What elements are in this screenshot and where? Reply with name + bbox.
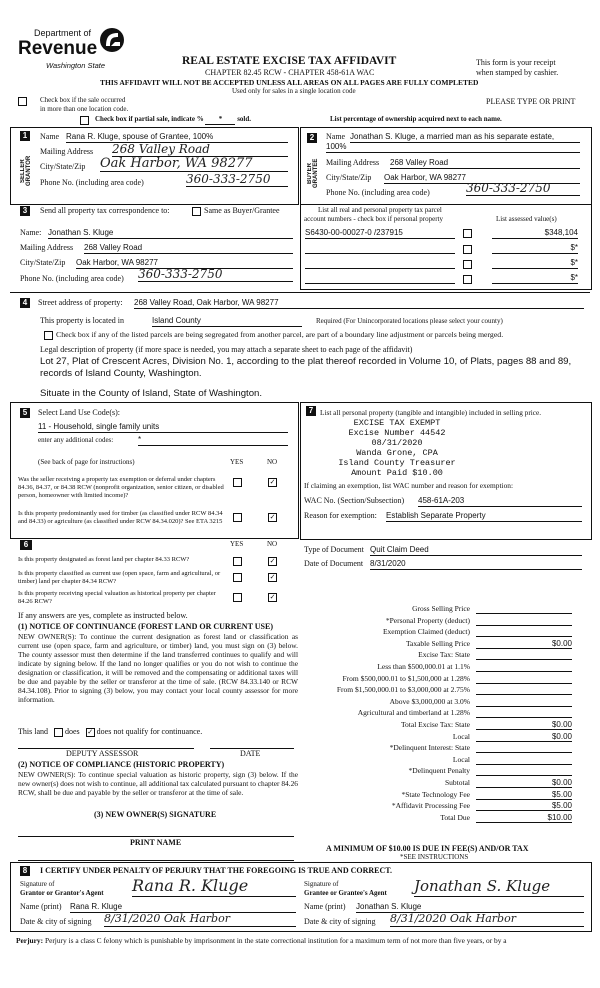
fee-row-label: Exemption Claimed (deduct) [382, 627, 470, 637]
does-not-checkbox[interactable]: ✓ [87, 727, 94, 736]
grantor-sig-label-1: Signature of [20, 880, 55, 888]
seller-section-number: 1 [20, 131, 30, 141]
forest-no-header: NO [267, 540, 278, 548]
multi-location-label-1: Check box if the sale occurred [40, 96, 126, 104]
form-title: REAL ESTATE EXCISE TAX AFFIDAVIT [182, 55, 397, 67]
multi-location-checkbox[interactable] [18, 97, 27, 106]
print-name-label: PRINT NAME [130, 838, 182, 847]
seller-name-field[interactable]: Rana R. Kluge, spouse of Grantee, 100% [66, 132, 288, 143]
fee-row-label: *Personal Property (deduct) [385, 615, 470, 625]
fee-row-value[interactable] [476, 616, 572, 626]
fee-row-label: Total Due [440, 812, 470, 822]
dor-logo [18, 26, 128, 74]
fee-row-label: Local [452, 754, 470, 764]
parcel-header-1: List all real and personal property tax parcel [318, 206, 442, 214]
q1-yes-checkbox[interactable] [233, 478, 242, 487]
corr-phone-field[interactable]: 360-333-2750 [138, 267, 293, 282]
fee-row-value[interactable] [476, 697, 572, 707]
fee-row-label: Total Excise Tax: State [400, 720, 470, 729]
fee-row-value[interactable] [476, 674, 572, 684]
new-owner-signature-label: (3) NEW OWNER(S) SIGNATURE [94, 810, 217, 819]
property-section-number: 4 [20, 298, 30, 308]
fee-row-value[interactable] [476, 755, 572, 765]
this-land-label [18, 727, 202, 737]
stamp-line: 08/31/2020 [371, 438, 423, 448]
seller-city-field[interactable]: Oak Harbor, WA 98277 [100, 156, 288, 172]
partial-sale-checkbox[interactable] [80, 116, 89, 125]
seller-city-label: City/State/Zip [40, 162, 86, 171]
logo-line-state: Washington State [46, 61, 106, 70]
grantor-date-field[interactable]: 8/31/2020 Oak Harbor [104, 912, 296, 927]
does-checkbox[interactable] [54, 728, 63, 737]
forest-q3-yes-checkbox[interactable] [233, 593, 242, 602]
reason-label: Reason for exemption: [304, 511, 377, 520]
grantee-name-label: Name (print) [304, 902, 346, 911]
forest-yes-header: YES [230, 540, 244, 548]
fee-row-label: *Affidavit Processing Fee [391, 801, 470, 811]
fee-row-label: Less than $500,000.01 at 1.1% [377, 662, 470, 671]
ownership-note: List percentage of ownership acquired next to each name. [330, 115, 502, 123]
logo-mark-icon [98, 26, 126, 56]
grantor-date-label: Date & city of signing [20, 917, 92, 926]
fee-row-label: Subtotal [444, 778, 470, 787]
buyer-mailing-label: Mailing Address [326, 158, 380, 167]
wac-field[interactable]: 458-61A-203 [418, 496, 582, 507]
buyer-side-label: BUYER GRANTEE [307, 158, 319, 188]
personal-section-number: 7 [306, 406, 316, 416]
seller-mailing-label: Mailing Address [40, 147, 94, 156]
legal-description-label: Legal description of property (if more space is needed, you may attach a separate sheet to each page of the affidavit) [40, 345, 413, 354]
notice-compliance-body: NEW OWNER(S): To continue special valuation as historic property, sign (3) below. If the new owner(s) does not wish to continue, all additional tax calculated pursuant to chapter 84.26 RCW, shall be due and payable by the seller or transferor at the time of sale. [18, 770, 298, 797]
parcel-number-field[interactable] [305, 273, 455, 284]
seller-side-label: SELLER GRANTOR [20, 155, 32, 187]
same-as-buyer-checkbox[interactable] [192, 207, 201, 216]
forest-q1-yes-checkbox[interactable] [233, 557, 242, 566]
personal-property-checkbox[interactable] [463, 245, 472, 254]
receipt-note-1: This form is your receipt [476, 58, 556, 67]
multi-location-label-2: in more than one location code. [40, 105, 129, 113]
partial-sale-label [95, 115, 251, 125]
fee-row-label: Above $3,000,000 at 3.0% [389, 696, 470, 706]
deputy-date-label: DATE [240, 749, 261, 758]
forest-q2: Is this property classified as current use (open space, farm and agricultural, or timber) land per chapter 84.34 RCW? [18, 570, 221, 585]
fee-row-label: Excise Tax: State [418, 650, 470, 660]
legal-description-line-3: Situate in the County of Island, State of Washington. [40, 388, 263, 399]
land-use-section-number: 5 [20, 408, 30, 418]
corr-mailing-field[interactable]: 268 Valley Road [84, 243, 293, 254]
fee-row-value[interactable]: $5.00 [476, 801, 572, 811]
section-divider-4 [10, 292, 590, 293]
see-instructions-note: *SEE INSTRUCTIONS [400, 853, 469, 861]
same-as-buyer-label: Same as Buyer/Grantee [204, 206, 280, 215]
q1-no-checkbox[interactable]: ✓ [269, 478, 276, 486]
receipt-note-2: when stamped by cashier. [476, 68, 559, 77]
fee-row-value[interactable]: $0.00 [476, 720, 572, 730]
corr-city-field[interactable]: Oak Harbor, WA 98277 [76, 258, 293, 269]
land-use-yes-header: YES [230, 458, 244, 466]
corr-name-field[interactable]: Jonathan S. Kluge [48, 228, 293, 239]
fee-row-value[interactable] [476, 708, 572, 718]
buyer-name-label: Name [326, 132, 346, 141]
form-warning: THIS AFFIDAVIT WILL NOT BE ACCEPTED UNLESS ALL AREAS ON ALL PAGES ARE FULLY COMPLETED [100, 78, 479, 87]
buyer-city-field[interactable]: Oak Harbor, WA 98277 [384, 173, 580, 184]
fee-row-label: Agricultural and timberland at 1.28% [357, 708, 470, 718]
assessed-value-field[interactable]: $* [492, 243, 578, 254]
forest-section-number: 6 [20, 540, 32, 550]
stamp-line: EXCISE TAX EXEMPT [353, 418, 441, 428]
back-of-page-note: (See back of page for instructions) [38, 458, 135, 466]
doc-date-field[interactable]: 8/31/2020 [370, 559, 582, 570]
forest-q2-yes-checkbox[interactable] [233, 573, 242, 582]
parcel-header-3: List assessed value(s) [496, 215, 557, 223]
this-land-text: This land [18, 727, 48, 736]
seller-name-label: Name [40, 132, 60, 141]
segregated-checkbox[interactable] [44, 331, 53, 340]
personal-property-label: List all personal property (tangible and intangible) included in selling price. [320, 408, 542, 417]
partial-sale-pct: * [205, 115, 235, 125]
corr-name-label: Name: [20, 228, 42, 237]
fee-row-label: Gross Selling Price [412, 604, 470, 613]
partial-sale-text: Check box if partial sale, indicate % [95, 115, 204, 123]
print-name-line [18, 860, 294, 861]
fee-row-value[interactable] [476, 662, 572, 672]
assessed-value-field[interactable]: $348,104 [492, 228, 578, 239]
corr-mailing-label: Mailing Address [20, 243, 74, 252]
grantee-sig-label-2: Grantee or Grantee's Agent [304, 889, 387, 897]
q2-yes-checkbox[interactable] [233, 513, 242, 522]
fee-row-label: From $500,000.01 to $1,500,000 at 1.28% [342, 673, 470, 683]
grantee-name-field[interactable]: Jonathan S. Kluge [356, 902, 584, 913]
grantor-signature[interactable]: Rana R. Kluge [132, 876, 296, 897]
street-label: Street address of property: [38, 298, 123, 307]
deputy-assessor-label: DEPUTY ASSESSOR [66, 749, 139, 758]
county-field[interactable]: Island County [152, 316, 302, 327]
certify-section-number: 8 [20, 866, 30, 876]
fee-row-value[interactable] [476, 627, 572, 637]
land-use-q2: Is this property predominantly used for timber (as classified under RCW 84.34 and 84.33) or agriculture (as classified under RCW 84.34.020)? See ETA 3215 [18, 510, 223, 525]
fee-row-value[interactable]: $0.00 [476, 639, 572, 649]
notice-continuance-body: NEW OWNER(S): To continue the current designation as forest land or classification as current use (open space, farm and agriculture, or timber) land, you must sign on (3) below. The county assessor must then determine if the land transferred continues to qualify and will indicate by signing below. If the land no longer qualifies or you do not wish to continue the designation or classification, it will be removed and the compensating or additional taxes will be due and payable by the seller or transferor at the time of sale. (RCW 84.33.140 or RCW 84.34.108). Prior to signing (3) below, you may contact your local county assessor for more information. [18, 632, 298, 704]
wac-label: WAC No. (Section/Subsection) [304, 496, 405, 505]
additional-codes-label: enter any additional codes: [38, 436, 114, 444]
qualify-text: qualify for continuance. [125, 727, 203, 736]
fee-row-value[interactable] [476, 650, 572, 660]
form-subtitle: CHAPTER 82.45 RCW - CHAPTER 458-61A WAC [205, 68, 375, 77]
fee-row-value[interactable]: $0.00 [476, 778, 572, 788]
forest-q3-no-checkbox[interactable]: ✓ [269, 593, 276, 601]
fee-row-label: *State Technology Fee [401, 789, 470, 799]
forest-q1: Is this property designated as forest land per chapter 84.33 RCW? [18, 556, 190, 563]
q2-no-checkbox[interactable]: ✓ [269, 513, 276, 521]
parcel-header-2: account numbers - check box if personal property [304, 215, 443, 223]
grantee-date-label: Date & city of signing [304, 917, 376, 926]
assessed-value-field[interactable]: $* [492, 258, 578, 269]
seller-phone-field[interactable]: 360-333-2750 [186, 172, 288, 187]
land-use-label: Select Land Use Code(s): [38, 408, 120, 417]
personal-property-checkbox[interactable] [463, 229, 472, 238]
fee-row-value[interactable] [476, 685, 572, 695]
forest-q1-no-checkbox[interactable]: ✓ [269, 557, 276, 565]
certify-statement: I CERTIFY UNDER PENALTY OF PERJURY THAT THE FOREGOING IS TRUE AND CORRECT. [40, 866, 393, 875]
buyer-section-number: 2 [307, 133, 317, 143]
stamp-line: Amount Paid $10.00 [351, 468, 443, 478]
reason-field[interactable]: Establish Separate Property [386, 511, 582, 522]
land-use-q1: Was the seller receiving a property tax exemption or deferral under chapters 84.36, 84.37, or 84.38 RCW (nonprofit organization, senior citizen, or disabled person, homeowner with limited income)? [18, 476, 224, 499]
corr-city-label: City/State/Zip [20, 258, 66, 267]
perjury-text: Perjury is a class C felony which is punishable by imprisonment in the state correctional institution for a maximum term of not more than five years, or by a [44, 936, 507, 945]
grantee-sig-label-1: Signature of [304, 880, 339, 888]
buyer-phone-label: Phone No. (including area code) [326, 188, 430, 197]
additional-codes-field[interactable]: * [138, 435, 288, 446]
stamp-line: Excise Number 44542 [348, 428, 446, 438]
seller-phone-label: Phone No. (including area code) [40, 178, 144, 187]
fee-row-value[interactable]: $0.00 [476, 732, 572, 742]
parcel-number-field[interactable] [305, 258, 455, 269]
correspondence-label: Send all property tax correspondence to: [40, 206, 170, 215]
located-label: This property is located in [40, 316, 124, 325]
perjury-note [16, 936, 592, 945]
forest-q3: Is this property receiving special valuation as historical property per chapter 84.26 RCW? [18, 590, 216, 605]
segregated-label: Check box if any of the listed parcels are being segregated from another parcel, are part of a boundary line adjustment or parcels being merged. [56, 330, 504, 339]
perjury-label: Perjury: [16, 936, 44, 945]
grantor-name-field[interactable]: Rana R. Kluge [70, 902, 296, 913]
buyer-phone-field[interactable]: 360-333-2750 [466, 181, 580, 196]
grantee-date-field[interactable]: 8/31/2020 Oak Harbor [390, 912, 584, 927]
logo-line-revenue: Revenue [18, 38, 98, 59]
fee-row-label: From $1,500,000.01 to $3,000,000 at 2.75% [336, 685, 470, 695]
land-use-no-header: NO [267, 458, 278, 466]
county-required-note: Required (For Unincorporated locations please select your county) [316, 317, 503, 325]
fee-row-label: *Delinquent Penalty [408, 766, 470, 776]
correspondence-section-number: 3 [20, 206, 30, 216]
legal-description-line-2: records of Island County, Washington. [40, 368, 202, 379]
fee-row-label: Local [452, 731, 470, 741]
buyer-city-label: City/State/Zip [326, 173, 372, 182]
new-owner-sig-line [18, 836, 294, 837]
single-location-note: Used only for sales in a single location code [232, 87, 356, 95]
fee-row-value[interactable] [476, 604, 572, 614]
exemption-note: If claiming an exemption, list WAC number and reason for exemption: [304, 481, 514, 490]
doc-type-field[interactable]: Quit Claim Deed [370, 545, 582, 556]
parcel-number-field[interactable]: S6430-00-00027-0 /237915 [305, 228, 455, 239]
buyer-name-field-2[interactable]: 100% [326, 142, 580, 153]
legal-description-line-1: Lot 27, Plat of Crescent Acres, Division No. 1, according to the plat thereof recorded in Volume 10, of Plats, pages 88 and 89, [40, 356, 572, 367]
land-use-code-field[interactable]: 11 - Household, single family units [38, 422, 288, 433]
stamp-line: Island County Treasurer [338, 458, 456, 468]
fee-row-label: *Delinquent Interest: State [389, 743, 470, 753]
assessed-value-field[interactable]: $* [492, 273, 578, 284]
fee-row-label: Taxable Selling Price [405, 638, 470, 648]
buyer-name-field[interactable]: Jonathan S. Kluge, a married man as his separate estate, [350, 132, 580, 143]
forest-q2-no-checkbox[interactable]: ✓ [269, 573, 276, 581]
partial-sale-sold: sold. [237, 115, 252, 123]
personal-property-checkbox[interactable] [463, 260, 472, 269]
fee-row-value[interactable] [476, 743, 572, 753]
personal-property-checkbox[interactable] [463, 275, 472, 284]
notice-compliance-title: (2) NOTICE OF COMPLIANCE (HISTORIC PROPERTY) [18, 760, 225, 769]
fee-row-value[interactable] [476, 766, 572, 776]
logo-line-dept: Department of [34, 28, 92, 38]
buyer-mailing-field[interactable]: 268 Valley Road [390, 158, 580, 169]
doc-type-label: Type of Document [304, 545, 364, 554]
grantor-sig-label-2: Grantor or Grantor's Agent [20, 889, 104, 897]
fee-row-value[interactable]: $5.00 [476, 790, 572, 800]
corr-phone-label: Phone No. (including area code) [20, 274, 124, 283]
answers-yes-note: If any answers are yes, complete as instructed below. [18, 611, 188, 620]
fee-row-value[interactable]: $10.00 [476, 813, 572, 823]
doc-date-label: Date of Document [304, 559, 364, 568]
stamp-line: Wanda Grone, CPA [356, 448, 438, 458]
minimum-due-note: A MINIMUM OF $10.00 IS DUE IN FEE(S) AND/OR TAX [326, 844, 529, 853]
street-field[interactable]: 268 Valley Road, Oak Harbor, WA 98277 [134, 298, 584, 309]
notice-continuance-title: (1) NOTICE OF CONTINUANCE (FOREST LAND OR CURRENT USE) [18, 622, 273, 631]
does-not-text: does not [96, 727, 124, 736]
please-type-note: PLEASE TYPE OR PRINT [486, 97, 576, 106]
parcel-number-field[interactable] [305, 243, 455, 254]
grantor-name-label: Name (print) [20, 902, 62, 911]
grantee-signature[interactable]: Jonathan S. Kluge [414, 876, 584, 897]
seller-mailing-field[interactable]: 268 Valley Road [112, 142, 288, 157]
does-text: does [65, 727, 80, 736]
